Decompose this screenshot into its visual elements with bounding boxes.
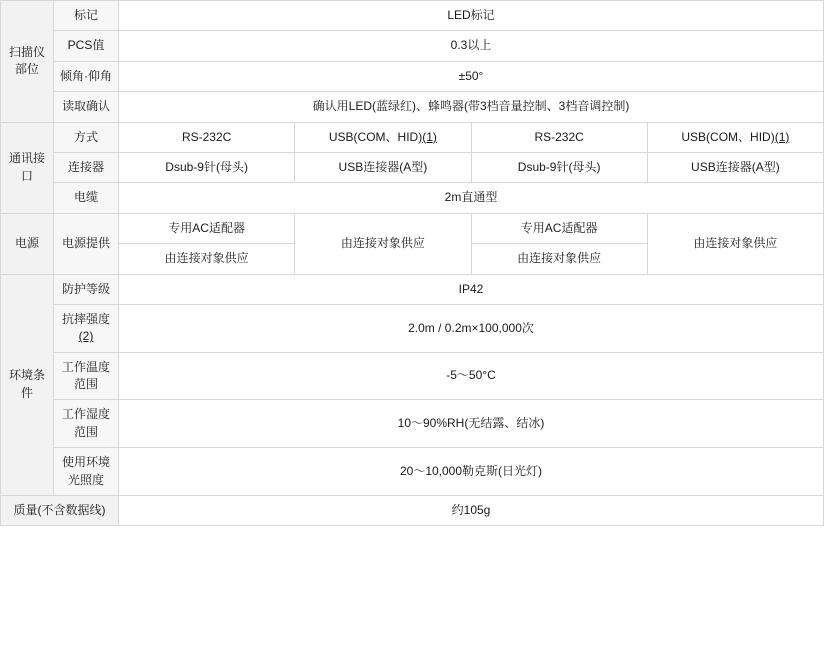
row-value-method-4 xyxy=(647,122,823,152)
category-comm: 通讯接口 xyxy=(1,122,54,213)
table-row xyxy=(1,448,824,496)
row-label-mark: 标记 xyxy=(54,1,119,31)
row-value-power-3 xyxy=(471,213,647,274)
row-value-connector-3: Dsub-9针(母头) xyxy=(471,152,647,182)
table-row xyxy=(1,1,824,31)
row-value-connector-4: USB连接器(A型) xyxy=(647,152,823,182)
row-label-connector: 连接器 xyxy=(54,152,119,182)
table-row xyxy=(1,61,824,91)
power-3-top: 专用AC适配器 xyxy=(472,214,647,244)
row-label-power-supply: 电源提供 xyxy=(54,213,119,274)
row-label-angle: 倾角·仰角 xyxy=(54,61,119,91)
table-row xyxy=(1,122,824,152)
row-label-humidity: 工作湿度范围 xyxy=(54,400,119,448)
row-value-angle: ±50° xyxy=(119,61,824,91)
drop-label-text: 抗摔强度 xyxy=(61,311,110,326)
row-value-power-2: 由连接对象供应 xyxy=(295,213,471,274)
row-label-temp: 工作温度范围 xyxy=(54,352,119,400)
row-value-cable: 2m直通型 xyxy=(119,183,824,213)
row-label-read-confirm: 读取确认 xyxy=(54,92,119,122)
row-value-method-1: RS-232C xyxy=(119,122,295,152)
row-label-illuminance: 使用环境光照度 xyxy=(54,448,119,496)
row-value-mark: LED标记 xyxy=(119,1,824,31)
row-label-pcs: PCS值 xyxy=(54,31,119,61)
drop-label-note: (2) xyxy=(78,329,94,344)
table-row xyxy=(1,213,824,274)
row-label-drop xyxy=(54,304,119,352)
category-env: 环境条件 xyxy=(1,274,54,496)
row-value-power-4: 由连接对象供应 xyxy=(647,213,823,274)
row-label-cable: 电缆 xyxy=(54,183,119,213)
row-value-read-confirm: 确认用LED(蓝绿红)、蜂鸣器(带3档音量控制、3档音调控制) xyxy=(119,92,824,122)
row-value-method-3: RS-232C xyxy=(471,122,647,152)
power-1-top: 专用AC适配器 xyxy=(119,214,294,244)
row-value-drop: 2.0m / 0.2m×100,000次 xyxy=(119,304,824,352)
category-power: 电源 xyxy=(1,213,54,274)
row-label-method: 方式 xyxy=(54,122,119,152)
method-4-text: USB(COM、HID) xyxy=(681,129,775,144)
row-value-connector-1: Dsub-9针(母头) xyxy=(119,152,295,182)
method-4-note: (1) xyxy=(774,129,790,144)
row-value-humidity: 10～90%RH(无结露、结冰) xyxy=(119,400,824,448)
row-label-protection: 防护等级 xyxy=(54,274,119,304)
table-row xyxy=(1,496,824,526)
row-value-connector-2: USB连接器(A型) xyxy=(295,152,471,182)
table-row xyxy=(1,274,824,304)
category-weight: 质量(不含数据线) xyxy=(1,496,119,526)
table-row xyxy=(1,400,824,448)
category-scanner: 扫描仪部位 xyxy=(1,1,54,123)
table-row xyxy=(1,183,824,213)
power-subtable-1 xyxy=(119,214,294,274)
row-value-method-2 xyxy=(295,122,471,152)
table-row xyxy=(1,352,824,400)
method-2-text: USB(COM、HID) xyxy=(328,129,423,144)
row-value-pcs: 0.3以上 xyxy=(119,31,824,61)
table-row xyxy=(1,92,824,122)
row-value-protection: IP42 xyxy=(119,274,824,304)
row-value-illuminance: 20～10,000勒克斯(日光灯) xyxy=(119,448,824,496)
power-subtable-3 xyxy=(472,214,647,274)
table-row xyxy=(1,152,824,182)
table-row xyxy=(1,304,824,352)
table-row xyxy=(1,31,824,61)
row-value-power-1 xyxy=(119,213,295,274)
row-value-temp: -5～50°C xyxy=(119,352,824,400)
method-2-note: (1) xyxy=(422,129,437,144)
power-3-bottom: 由连接对象供应 xyxy=(517,251,602,266)
row-value-weight: 约105g xyxy=(119,496,824,526)
power-1-bottom: 由连接对象供应 xyxy=(164,251,249,266)
